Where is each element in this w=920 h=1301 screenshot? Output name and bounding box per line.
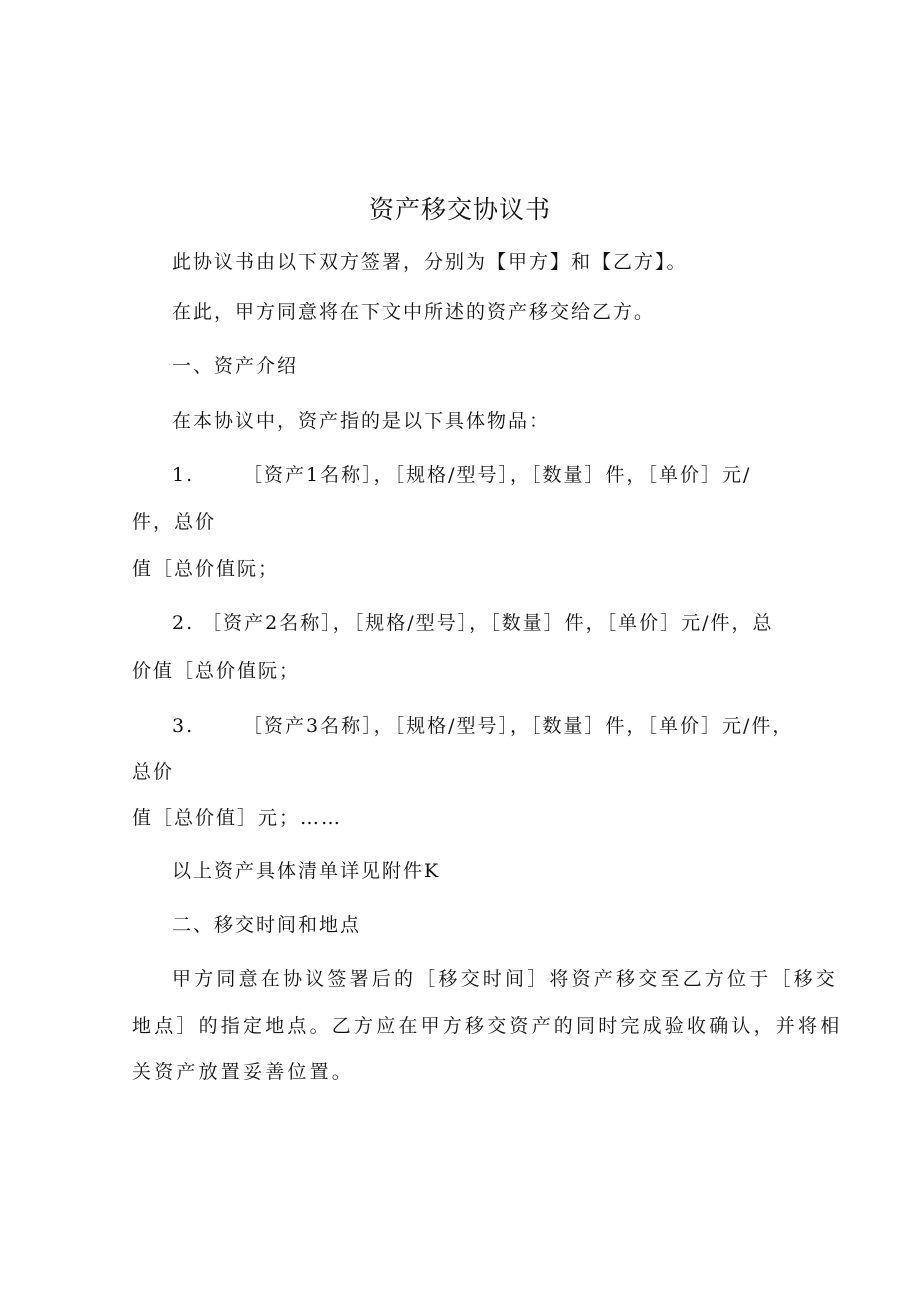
section-2-line-3: 关资产放置妥善位置。 — [132, 1061, 355, 1083]
item-3-number: 3. — [172, 715, 195, 737]
section-2-line-2: 地点］的指定地点。乙方应在甲方移交资产的同时完成验收确认，并将相 — [132, 1015, 843, 1037]
item-3-line-1: ［资产3名称］，［规格/型号］，［数量］件，［单价］元/件， — [243, 715, 794, 737]
section-1-lead: 在本协议中，资产指的是以下具体物品： — [172, 410, 551, 432]
attachment-note: 以上资产具体清单详见附件K — [172, 860, 441, 882]
document-title: 资产移交协议书 — [368, 195, 551, 224]
item-3-line-2: 总价 — [132, 761, 175, 783]
item-1-line-1: ［资产1名称］，［规格/型号］，［数量］件，［单价］元/ — [243, 464, 752, 486]
section-2-line-1: 甲方同意在协议签署后的［移交时间］将资产移交至乙方位于［移交 — [172, 968, 839, 990]
item-1-line-2: 件，总价 — [132, 511, 217, 533]
item-3-line-3: 值［总价值］元；…… — [132, 807, 343, 829]
item-1-number: 1. — [172, 464, 195, 486]
section-2-heading: 二、移交时间和地点 — [172, 914, 362, 936]
item-2-line-1: 2. ［资产2名称］，［规格/型号］，［数量］件，［单价］元/件，总 — [172, 612, 774, 634]
intro-paragraph-parties: 此协议书由以下双方签署，分别为【甲方】和【乙方】。 — [172, 251, 688, 273]
intro-paragraph-transfer: 在此，甲方同意将在下文中所述的资产移交给乙方。 — [172, 301, 656, 323]
item-2-line-2: 价值［总价值阮； — [132, 660, 301, 682]
section-1-heading: 一、资产介绍 — [172, 355, 299, 377]
item-1-line-3: 值［总价值阮； — [132, 558, 280, 580]
